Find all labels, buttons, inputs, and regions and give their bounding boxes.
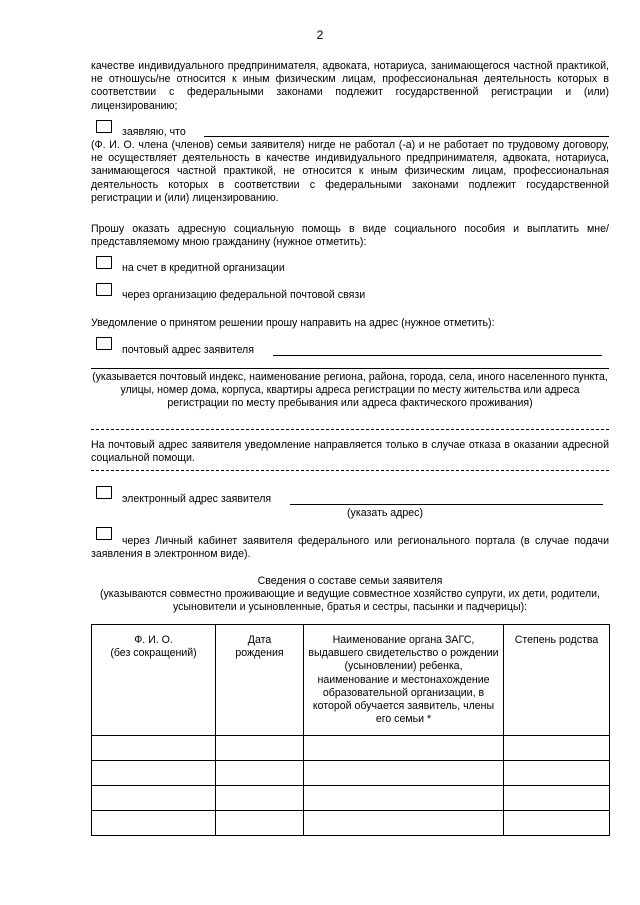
family-members-table (91, 624, 610, 836)
table-row (92, 811, 610, 836)
page-number: 2 (316, 28, 324, 42)
postal-address-label: почтовый адрес заявителя (122, 344, 254, 356)
table-cell[interactable] (304, 761, 504, 786)
table-cell[interactable] (504, 761, 610, 786)
intro-paragraph: качестве индивидуального предпринимателя, адвоката, нотариуса, занимающегося частной практикой, не отношусь/не относится к иным физическим лицам, профессиональная деятельность которых в соответствии с федеральными законами подлежит государственной регистрации и (или) лицензированию; (91, 60, 609, 112)
email-address-checkbox[interactable] (96, 486, 112, 499)
divider-dashed-bottom (91, 470, 609, 471)
table-cell[interactable] (504, 786, 610, 811)
table-cell[interactable] (92, 811, 216, 836)
table-header-row (92, 625, 610, 736)
postal-address-note: На почтовый адрес заявителя уведомление направляется только в случае отказа в оказании адресной социальной помощи. (91, 439, 609, 465)
declaration-label: заявляю, что (122, 126, 186, 138)
declaration-checkbox[interactable] (96, 120, 112, 133)
table-cell[interactable] (92, 761, 216, 786)
column-header-label: Дата рождения (235, 634, 284, 660)
table-row (92, 786, 610, 811)
column-header-full-name (92, 625, 216, 736)
column-header-birth-date (216, 625, 304, 736)
table-cell[interactable] (304, 736, 504, 761)
column-header-label: Наименование органа ЗАГС, выдавшего свидетельство о рождении (усыновлении) ребенка, наименование и местонахождение образовательной организации, в которой обучается заявитель, члены его семьи * (308, 634, 499, 726)
notification-request: Уведомление о принятом решении прошу направить на адрес (нужное отметить): (91, 317, 495, 329)
table-cell[interactable] (92, 736, 216, 761)
payment-option-post-checkbox[interactable] (96, 283, 112, 296)
column-header-label: Степень родства (514, 634, 599, 646)
declaration-text: (Ф. И. О. члена (членов) семьи заявителя) нигде не работал (-а) и не работает по трудовому договору, не осуществляет деятельность в качестве индивидуального предпринимателя, адвоката, нотариуса, занимающегося частной практикой, не относится к иным физическим лицам, профессиональная деятельность которых в соответствии с федеральными законами подлежит государственной регистрации и (или) лицензированию. (91, 139, 609, 204)
table-cell[interactable] (504, 736, 610, 761)
postal-address-field[interactable] (273, 355, 602, 356)
declaration-name-field[interactable] (204, 136, 609, 137)
family-section-title: Сведения о составе семьи заявителя (257, 575, 443, 587)
column-header-relationship (504, 625, 610, 736)
payment-option-post: через организацию федеральной почтовой связи (122, 289, 366, 301)
email-address-hint: (указать адрес) (347, 507, 423, 519)
column-header-label: Ф. И. О. (без сокращений) (110, 634, 197, 660)
email-address-label: электронный адрес заявителя (122, 493, 272, 505)
email-address-field[interactable] (290, 504, 603, 505)
postal-address-field-line-2[interactable] (91, 368, 609, 369)
table-cell[interactable] (216, 761, 304, 786)
table-cell[interactable] (304, 811, 504, 836)
divider-dashed-top (91, 429, 609, 430)
table-row (92, 761, 610, 786)
payment-request: Прошу оказать адресную социальную помощь в виде социального пособия и выплатить мне/представляемому мною гражданину (нужное отметить): (91, 223, 609, 249)
postal-address-checkbox[interactable] (96, 337, 112, 350)
payment-option-bank-checkbox[interactable] (96, 256, 112, 269)
payment-option-bank: на счет в кредитной организации (122, 262, 285, 274)
table-cell[interactable] (304, 786, 504, 811)
table-row (92, 736, 610, 761)
column-header-registry-office (304, 625, 504, 736)
table-cell[interactable] (216, 786, 304, 811)
table-cell[interactable] (216, 736, 304, 761)
table-cell[interactable] (92, 786, 216, 811)
personal-cabinet-text: через Личный кабинет заявителя федерального или регионального портала (в случае подачи заявления в электронном виде). (91, 535, 609, 561)
table-cell[interactable] (216, 811, 304, 836)
postal-address-hint: (указывается почтовый индекс, наименование региона, района, города, села, иного населенного пункта, улицы, номер дома, корпуса, квартиры адреса регистрации по месту жительства или адреса регистрации по месту пребывания или адреса фактического проживания) (92, 371, 608, 410)
table-cell[interactable] (504, 811, 610, 836)
family-section-subtitle: (указываются совместно проживающие и ведущие совместное хозяйство супруги, их дети, родители, усыновители и усыновленные, братья и сестры, пасынки и падчерицы): (99, 588, 601, 614)
